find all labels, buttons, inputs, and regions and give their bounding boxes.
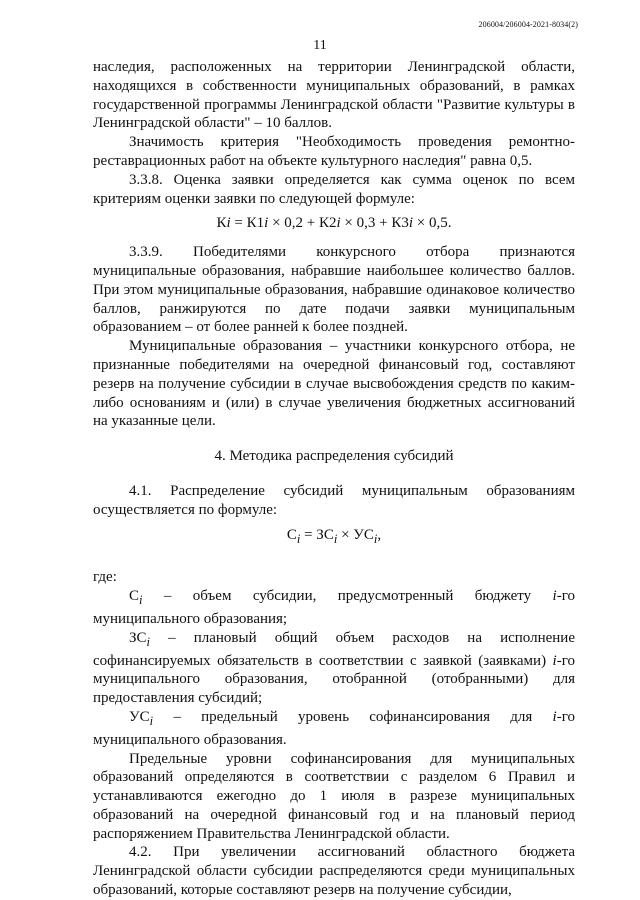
paragraph-cofinancing-levels: Предельные уровни софинансирования для муниципальных образований определяются в соответствии с разделом 6 Правил и устанавливаются ежегодно до 1 июля в разрезе муниципальных образований на очередной финансовый год и на плановый период распоряжением Правительства Ленинградской области. — [93, 750, 575, 842]
paragraph-2: Значимость критерия "Необходимость проведения ремонтно-реставрационных работ на объекте культурного наследия" равна 0,5. — [93, 134, 575, 169]
paragraph-3-3-9: 3.3.9. Победителями конкурсного отбора признаются муниципальные образования, набравшие наибольшее количество баллов. При этом муниципальные образования, набравшие одинаковое количество баллов, ранжируются по дате подачи заявки муниципальным образованием – от более ранней к более поздней. — [93, 244, 575, 336]
definition-ci: $С_i$ – объем субсидии, предусмотренный бюджету i-го муниципального образования; — [93, 588, 575, 627]
document-id: 206004/206004-2021-8034(2) — [478, 20, 578, 29]
where-label: где: — [93, 569, 117, 586]
definition-zci: $ЗС_i$ – плановый общий объем расходов на исполнение софинансируемых обязательств в соответствии с заявкой (заявками) i-го муниципального образования, отобранной (отобранными) для предоставления субсидий; — [93, 629, 575, 707]
section-heading: 4. Методика распределения субсидий — [214, 448, 454, 465]
paragraph-4-2: 4.2. При увеличении ассигнований областного бюджета Ленинградской области субсидии распределяются среди муниципальных образований, которые составляют резерв на получение субсидии, — [93, 844, 575, 899]
page-number: 11 — [313, 38, 327, 53]
paragraph-4-1: 4.1. Распределение субсидий муниципальным образованиям осуществляется по формуле: — [93, 482, 575, 518]
score-formula: Кi = К1i × 0,2 + К2i × 0,3 + К3i × 0,5. — [216, 215, 452, 232]
definition-uci: $УС_i$ – предельный уровень софинансирования для i-го муниципального образования. — [93, 708, 575, 748]
subsidy-formula: $С_i = ЗС_i \times УС_i$, — [286, 526, 382, 546]
document-body — [93, 58, 575, 900]
paragraph-reserve: Муниципальные образования – участники конкурсного отбора, не признанные победителями на очередной финансовый год, составляют резерв на получение субсидии в случае высвобождения средств по каким-либо основаниям и (или) в случае увеличения бюджетных ассигнований на указанные цели. — [93, 338, 575, 430]
paragraph-1: наследия, расположенных на территории Ленинградской области, находящихся в собственности муниципальных образований, в рамках государственной программы Ленинградской области "Развитие культуры в Ленинградской области" – 10 баллов. — [93, 59, 575, 132]
paragraph-3-3-8: 3.3.8. Оценка заявки определяется как сумма оценок по всем критериям оценки заявки по следующей формуле: — [93, 171, 575, 207]
